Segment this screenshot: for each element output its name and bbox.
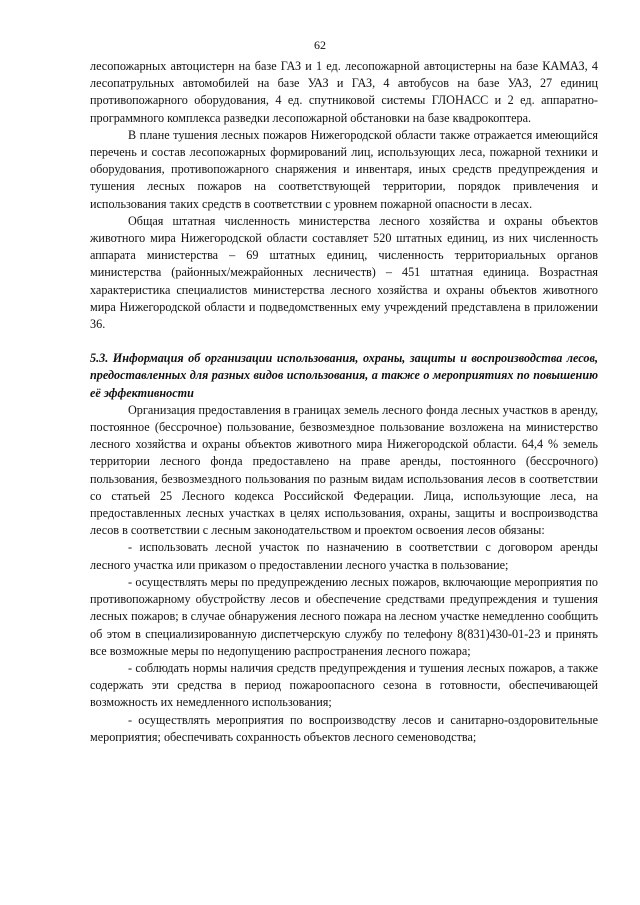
paragraph-fire-plan: В плане тушения лесных пожаров Нижегородской области также отражается имеющийся перечень и состав лесопожарных формирований лиц, использующих леса, пожарной техники и оборудования, противопожарного снаряжения и инвентаря, иных средств предупреждения и тушения лесных пожаров на соответствующей территории, порядок привлечения и использования таких средств в соответствии с уровнем пожарной опасности в лесах. — [90, 127, 598, 211]
page-number: 62 — [314, 38, 326, 52]
section-spacer — [90, 333, 598, 350]
list-item-fire-prevention: - осуществлять меры по предупреждению лесных пожаров, включающие мероприятия по противопожарному обустройству лесов и обеспечение средствами предупреждения и тушения лесных пожаров; в случае обнаружения лесного пожара на лесном участке немедленно сообщить об этом в специализированную диспетчерскую службу по телефону 8(831)430-01-23 и принять все возможные меры по недопущению распространения лесного пожара; — [90, 574, 598, 658]
list-item-fire-equipment: - соблюдать нормы наличия средств предупреждения и тушения лесных пожаров, а также содержать эти средства в период пожароопасного сезона в готовности, обеспечивающей возможность их немедленного использования; — [90, 660, 598, 710]
list-item-reproduction: - осуществлять мероприятия по воспроизводству лесов и санитарно-оздоровительные мероприятия; обеспечивать сохранность объектов лесного семеноводства; — [90, 712, 598, 744]
section-heading: 5.3. Информация об организации использования, охраны, защиты и воспроизводства лесов, предоставленных для разных видов использования, а также о мероприятиях по повышению её эффективности — [90, 351, 598, 400]
list-item-use-plot: - использовать лесной участок по назначению в соответствии с договором аренды лесного участка или приказом о предоставлении лесного участка в пользование; — [90, 540, 598, 572]
document-body — [90, 58, 598, 746]
paragraph-staffing: Общая штатная численность министерства лесного хозяйства и охраны объектов животного мира Нижегородской области составляет 520 штатных единиц, из них численность аппарата министерства – 69 штатных единиц, численность территориальных органов министерства (районных/межрайонных лесничеств) – 451 штатная единица. Возрастная характеристика специалистов министерства лесного хозяйства и охраны объектов животного мира Нижегородской области и подведомственных ему учреждений представлена в приложении 36. — [90, 213, 598, 332]
paragraph-organization: Организация предоставления в границах земель лесного фонда лесных участков в аренду, постоянное (бессрочное) пользование, безвозмездное пользование возложена на министерство лесного хозяйства и охраны объектов животного мира Нижегородской области. 64,4 % земель территории лесного фонда предоставлено на праве аренды, постоянного (бессрочного) пользования, безвозмездного пользования по разным видам использования лесов в соответствии со статьей 25 Лесного кодекса Российской Федерации. Лица, использующие леса, на предоставленных лесных участках в целях использования, охраны, защиты и воспроизводства лесов в соответствии с лесным законодательством и проектом освоения лесов обязаны: — [90, 402, 598, 538]
paragraph-equipment: лесопожарных автоцистерн на базе ГАЗ и 1 ед. лесопожарной автоцистерны на базе КАМАЗ, 4 лесопатрульных автомобилей на базе УАЗ и ГАЗ, 4 автобусов на базе УАЗ, 27 единиц противопожарного оборудования, 4 ед. спутниковой системы ГЛОНАСС и 2 ед. аппаратно-программного комплекса разведки лесопожарной обстановки на базе квадрокоптера. — [90, 59, 598, 125]
